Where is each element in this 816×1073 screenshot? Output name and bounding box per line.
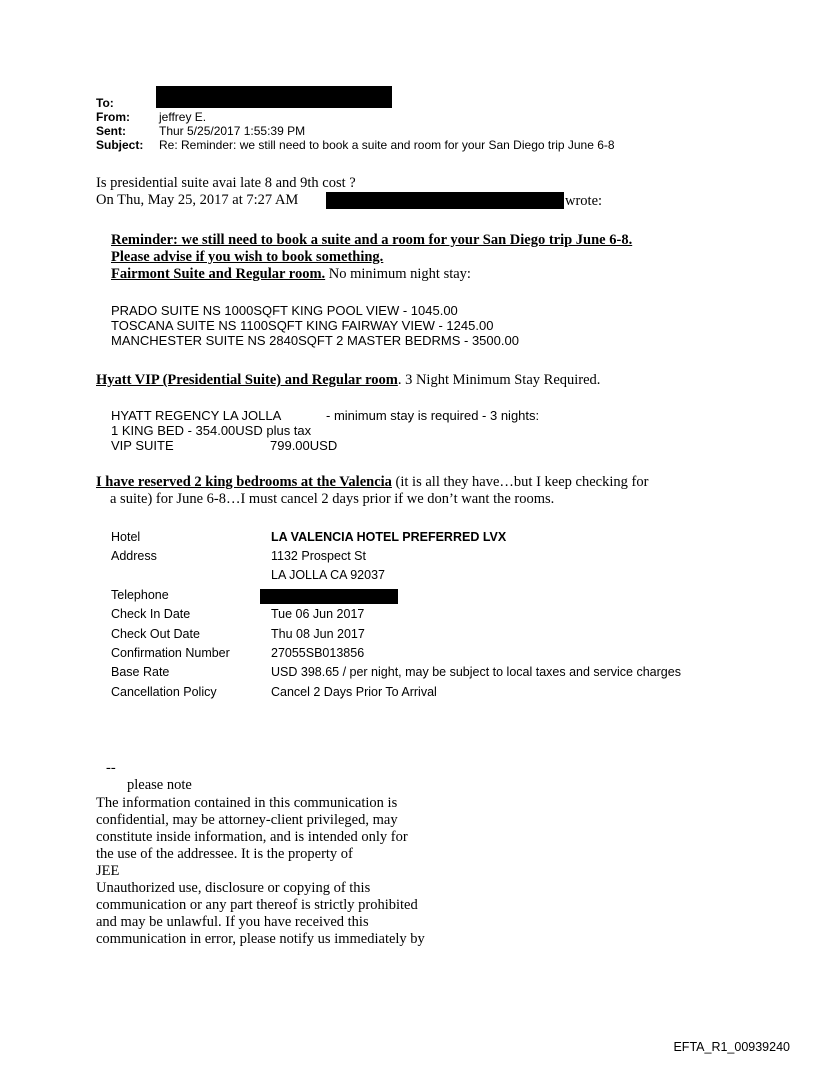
redaction-sender: [326, 192, 564, 209]
disclaimer-line: The information contained in this communication is: [96, 795, 398, 811]
on-date-line: On Thu, May 25, 2017 at 7:27 AM: [96, 192, 299, 208]
rate-label: Base Rate: [111, 665, 170, 679]
hyatt-heading: [96, 372, 600, 388]
address-line-1: 1132 Prospect St: [271, 549, 366, 563]
disclaimer-line: JEE: [96, 863, 120, 879]
valencia-rest-1: (it is all they have…but I keep checking for: [391, 474, 649, 490]
signature-dashes: --: [106, 760, 116, 776]
valencia-line-1: [96, 474, 648, 490]
cancel-value: Cancel 2 Days Prior To Arrival: [271, 685, 437, 699]
reminder-line-1: Reminder: we still need to book a suite and a room for your San Diego trip June 6-8.: [111, 232, 633, 248]
reply-line: Is presidential suite avai late 8 and 9th cost ?: [96, 175, 356, 191]
document-id: EFTA_R1_00939240: [673, 1040, 790, 1054]
hyatt-hotel: HYATT REGENCY LA JOLLA: [111, 408, 282, 423]
fairmont-title: Fairmont Suite and Regular room.: [111, 266, 326, 282]
subject-value: Re: Reminder: we still need to book a suite and room for your San Diego trip June 6-8: [159, 138, 615, 152]
cancel-label: Cancellation Policy: [111, 685, 217, 699]
redaction-telephone: [260, 589, 398, 604]
telephone-label: Telephone: [111, 588, 169, 602]
hyatt-title: Hyatt VIP (Presidential Suite) and Regular room: [96, 372, 398, 388]
disclaimer-line: constitute inside information, and is intended only for: [96, 829, 408, 845]
fairmont-room: MANCHESTER SUITE NS 2840SQFT 2 MASTER BEDRMS - 3500.00: [111, 333, 519, 348]
reminder-line-2: Please advise if you wish to book something.: [111, 249, 384, 265]
valencia-title: I have reserved 2 king bedrooms at the Valencia: [96, 474, 392, 490]
address-label: Address: [111, 549, 157, 563]
disclaimer-line: communication or any part thereof is strictly prohibited: [96, 897, 418, 913]
fairmont-room-list: [111, 303, 519, 348]
subject-label: Subject:: [96, 138, 144, 152]
hyatt-vip-label: VIP SUITE: [111, 438, 174, 453]
sent-value: Thur 5/25/2017 1:55:39 PM: [159, 124, 306, 138]
sent-label: Sent:: [96, 124, 126, 138]
confirmation-value: 27055SB013856: [271, 646, 365, 660]
hotel-value: LA VALENCIA HOTEL PREFERRED LVX: [271, 530, 507, 544]
disclaimer-line: confidential, may be attorney-client privileged, may: [96, 812, 398, 828]
fairmont-room: PRADO SUITE NS 1000SQFT KING POOL VIEW - 1045.00: [111, 303, 458, 318]
hyatt-vip-price: 799.00USD: [270, 438, 338, 453]
confirmation-label: Confirmation Number: [111, 646, 230, 660]
fairmont-room: TOSCANA SUITE NS 1100SQFT KING FAIRWAY VIEW - 1245.00: [111, 318, 494, 333]
from-value: jeffrey E.: [159, 110, 207, 124]
checkin-label: Check In Date: [111, 607, 191, 621]
address-line-2: LA JOLLA CA 92037: [271, 568, 385, 582]
disclaimer-line: communication in error, please notify us immediately by: [96, 931, 425, 947]
hyatt-note: . 3 Night Minimum Stay Required.: [397, 372, 601, 388]
disclaimer-line: the use of the addressee. It is the property of: [96, 846, 353, 862]
fairmont-heading: [111, 266, 471, 282]
wrote-text: wrote:: [565, 193, 603, 209]
checkin-value: Tue 06 Jun 2017: [271, 607, 365, 621]
sent-row: [96, 124, 615, 138]
redaction-to: [156, 86, 392, 108]
disclaimer-line: and may be unlawful. If you have received this: [96, 914, 369, 930]
checkout-value: Thu 08 Jun 2017: [271, 627, 365, 641]
from-label: From:: [96, 110, 130, 124]
please-note: please note: [127, 777, 192, 793]
subject-row: [96, 138, 615, 152]
to-label: To:: [96, 96, 114, 110]
checkout-label: Check Out Date: [111, 627, 200, 641]
fairmont-note: No minimum night stay:: [325, 266, 471, 282]
hyatt-min-stay: - minimum stay is required - 3 nights:: [326, 408, 540, 423]
disclaimer-line: Unauthorized use, disclosure or copying of this: [96, 880, 371, 896]
disclaimer: [96, 795, 425, 948]
from-row: [96, 110, 615, 124]
rate-value: USD 398.65 / per night, may be subject to local taxes and service charges: [271, 665, 681, 679]
hyatt-king-bed: 1 KING BED - 354.00USD plus tax: [111, 423, 312, 438]
valencia-line-2: a suite) for June 6-8…I must cancel 2 days prior if we don’t want the rooms.: [110, 491, 555, 507]
hotel-label: Hotel: [111, 530, 141, 544]
